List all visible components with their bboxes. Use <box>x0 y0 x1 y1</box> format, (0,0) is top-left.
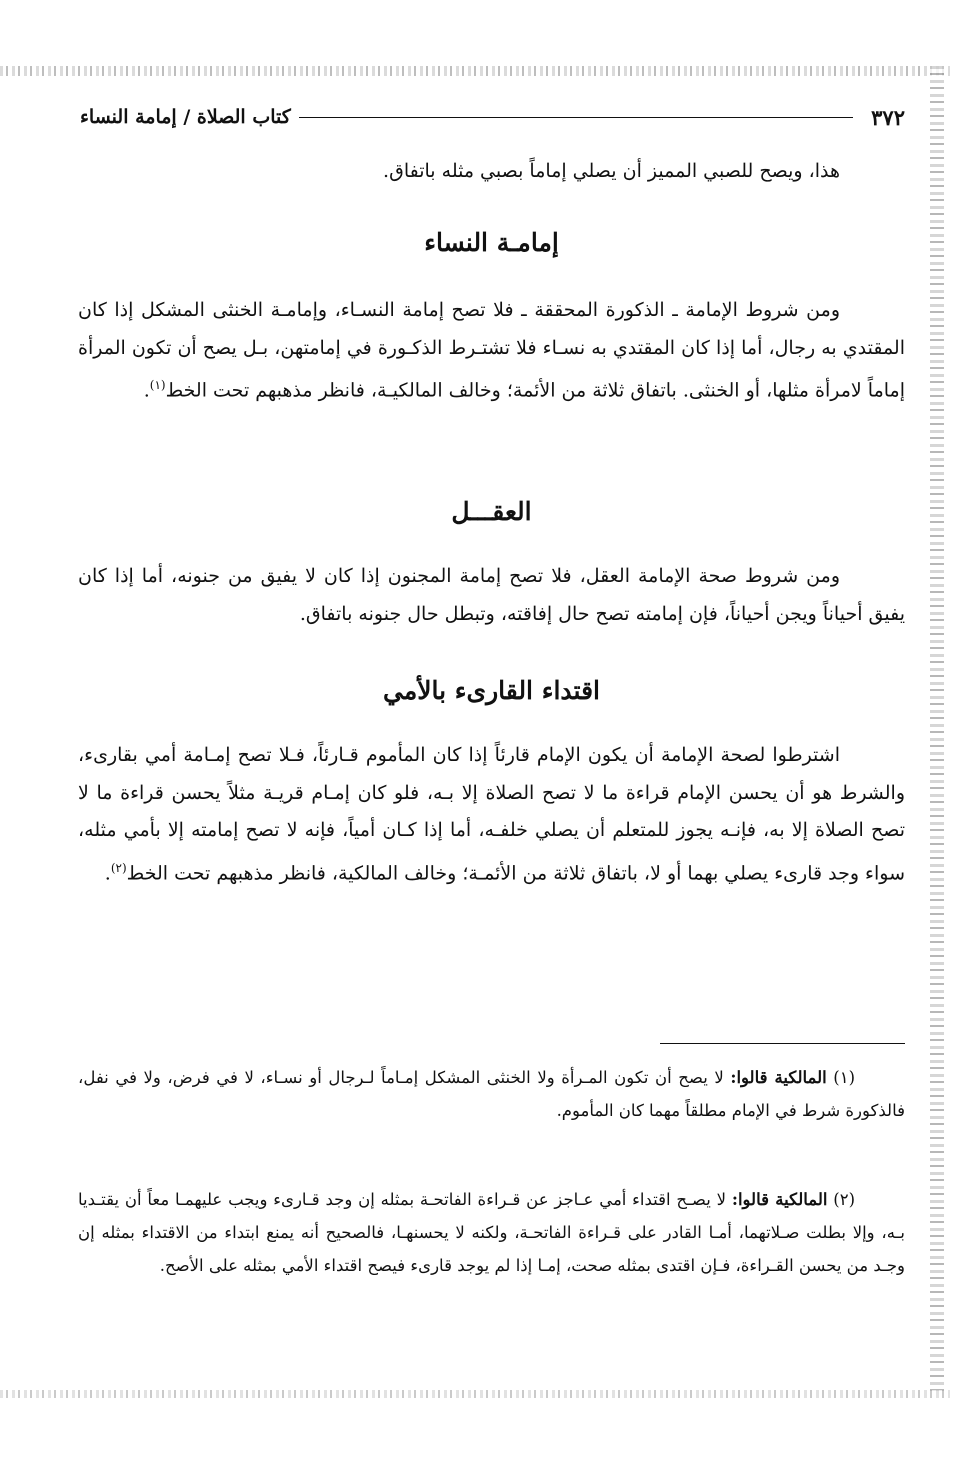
heading-intellect: العقـــل <box>451 497 532 526</box>
page-number: ٣٧٢ <box>871 104 905 130</box>
intro-paragraph: هذا، ويصح للصبي المميز أن يصلي إماماً بصبي مثله باتفاق. <box>383 160 840 182</box>
footnote-2-body <box>78 1183 905 1282</box>
section-reciter-behind-illiterate <box>78 737 905 892</box>
heading-women-imamate: إمامـة النساء <box>424 228 559 257</box>
footnote-ref-2: (٢) <box>110 860 127 875</box>
footnote-1-label: المالكية قالوا: <box>730 1068 827 1087</box>
section-intellect <box>78 558 905 633</box>
section-women-imamate <box>78 292 905 410</box>
footnote-separator <box>660 1043 905 1044</box>
women-imamate-end: . <box>143 379 150 402</box>
footnote-ref-1: (١) <box>149 378 166 392</box>
footnote-1 <box>78 1061 905 1127</box>
header-rule <box>299 117 853 118</box>
footnote-1-number: (١) <box>833 1068 856 1087</box>
reciter-text: اشترطوا لصحة الإمامة أن يكون الإمام قارئاً إذا كان المأموم قـارئاً، فـلا تصح إمـامة أمي بقارىء، والشرط هو أن يحسن الإمام قراءة ما لا تصح الصلاة إلا بـه، فلو كان إمـام قريـة مثلاً يحسن قراءة ما لا تصح الصلاة إلا به، فإنـه يجوز للمتعلم أن يصلي خلفـه، أما إذا كـان أمياً، فإنه لا تصح إمامته إلا بأمي مثله، سواء وجد قارىء يصلي بهما أو لا، باتفاق ثلاثة من الأئمـة؛ وخالف المالكية، فانظر مذهبهم تحت الخط <box>78 744 905 884</box>
running-title: كتاب الصلاة / إمامة النساء <box>80 106 291 128</box>
footnote-2-text: لا يصـح اقتداء أمي عـاجز عن قـراءة الفاتحـة بمثله إن وجد قـارىء ويجب عليهمـا معاً أن يقتـديا بـه، وإلا بطلت صـلاتهما، أمـا القادر على قـراءة الفاتحـة، ولكنه لا يحسنهـا، فالصحيح أنه يمنع ابتداء من الاقتداء بمثله إن وجـد من يحسن القـراءة، فـإن اقتدى بمثله صحت، إمـا إذا لم يوجد قارىء فيصح اقتداء الأمي بمثله على الأصح. <box>78 1190 905 1275</box>
intellect-paragraph: ومن شروط صحة الإمامة العقل، فلا تصح إمامة المجنون إذا كان لا يفيق من جنونه، أما إذا كان يفيق أحياناً ويجن أحياناً، فإن إمامته تصح حال إفاقته، وتبطل حال جنونه باتفاق. <box>78 565 905 625</box>
footnote-2 <box>78 1183 905 1282</box>
reciter-paragraph <box>78 737 905 892</box>
intro-paragraph-block <box>78 153 905 191</box>
decorative-bottom-border <box>0 1390 950 1398</box>
decorative-top-border <box>0 66 950 76</box>
reciter-end: . <box>104 861 111 884</box>
footnote-1-text: لا يصح أن تكون المـرأة ولا الخنثى المشكل إمـاماً لـرجال أو نسـاء، لا في فرض، ولا في نفل، فالذكورة شرط في الإمام مطلقاً مهما كان المأموم. <box>78 1068 905 1120</box>
women-imamate-text: ومن شروط الإمامة ـ الذكورة المحققة ـ فلا تصح إمامة النسـاء، وإمامـة الخنثى المشكل إذا كان المقتدي به رجال، أما إذا كان المقتدي به نسـاء فلا تشتـرط الذكـورة في إمامتهن، بـل يصح أن تكون المرأة إماماً لامرأة مثلها، أو الخنثى. باتفاق ثلاثة من الأئمة؛ وخالف المالكيـة، فانظر مذهبهم تحت الخط <box>78 299 905 402</box>
footnote-1-body <box>78 1061 905 1127</box>
heading-reciter-behind-illiterate: اقتداء القارىء بالأمي <box>383 676 600 705</box>
footnote-2-label: المالكية قالوا: <box>731 1190 828 1209</box>
decorative-right-border <box>930 66 944 1396</box>
women-imamate-paragraph <box>78 292 905 410</box>
footnote-2-number: (٢) <box>833 1190 856 1209</box>
page-header <box>80 102 905 132</box>
